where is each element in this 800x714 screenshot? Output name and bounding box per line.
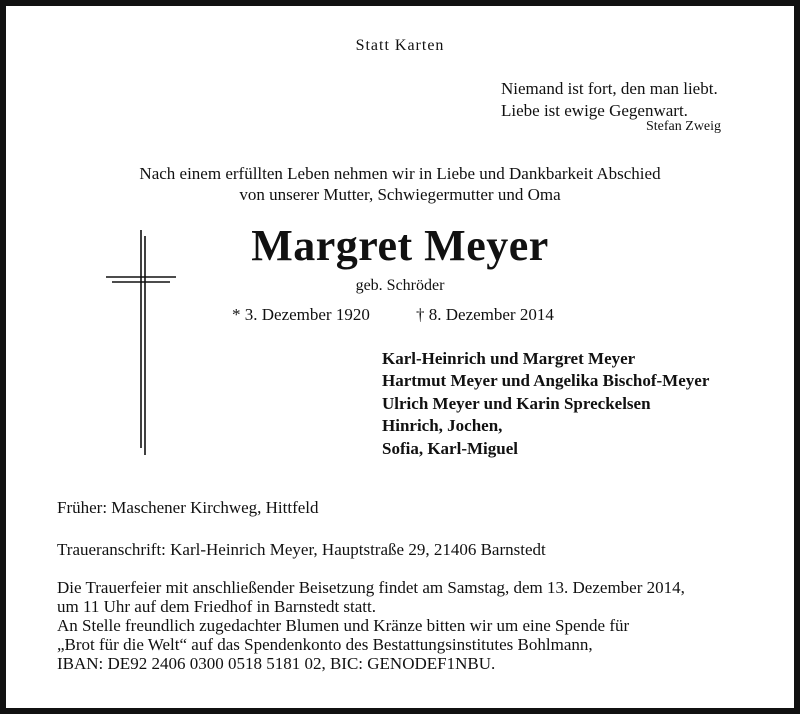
mourner-line: Karl-Heinrich und Margret Meyer (382, 349, 636, 368)
former-address: Früher: Maschener Kirchweg, Hittfeld (57, 498, 319, 517)
death-date: † 8. Dezember 2014 (416, 305, 554, 324)
intro-line-2: von unserer Mutter, Schwiegermutter und Oma (239, 185, 561, 204)
mourner-line: Hartmut Meyer und Angelika Bischof-Meyer (382, 371, 710, 391)
quote-author: Stefan Zweig (646, 119, 722, 134)
quote-line-1: Niemand ist fort, den man liebt. (501, 79, 718, 98)
quote-line-2: Liebe ist ewige Gegenwart. (501, 101, 688, 120)
birth-date: * 3. Dezember 1920 (232, 305, 370, 324)
notice-line: IBAN: DE92 2406 0300 0518 5181 02, BIC: GENODEF1NBU. (57, 654, 496, 673)
mourning-address: Traueranschrift: Karl-Heinrich Meyer, Hauptstraße 29, 21406 Barnstedt (57, 540, 546, 559)
intro-line-1: Nach einem erfüllten Leben nehmen wir in Liebe und Dankbarkeit Abschied (139, 164, 661, 183)
notice-line: Die Trauerfeier mit anschließender Beisetzung findet am Samstag, dem 13. Dezember 2014, (57, 578, 685, 597)
mourner-line: Sofia, Karl-Miguel (382, 438, 518, 458)
header-title: Statt Karten (355, 37, 445, 54)
notice-line: um 11 Uhr auf dem Friedhof in Barnstedt statt. (57, 597, 377, 616)
notice-line: An Stelle freundlich zugedachter Blumen und Kränze bitten wir um eine Spende für (57, 616, 630, 635)
deceased-name: Margret Meyer (251, 221, 549, 270)
mourner-line: Hinrich, Jochen, (382, 416, 503, 436)
funeral-notice (57, 578, 685, 673)
mourner-line: Ulrich Meyer und Karin Spreckelsen (382, 393, 651, 413)
mourners-list (382, 348, 709, 460)
maiden-name: geb. Schröder (355, 277, 445, 294)
notice-line: „Brot für die Welt“ auf das Spendenkonto des Bestattungsinstitutes Bohlmann, (57, 635, 593, 654)
